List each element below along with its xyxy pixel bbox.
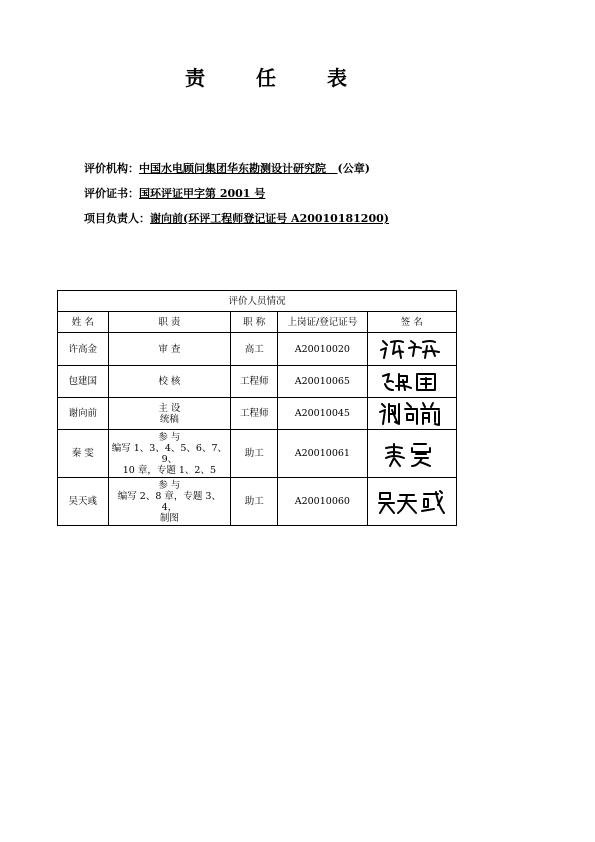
org-label: 评价机构：: [84, 162, 139, 175]
header-signature: 签 名: [367, 312, 456, 333]
handwritten-signature: [379, 370, 445, 394]
header-name: 姓 名: [58, 312, 109, 333]
person-duty: 校 核: [108, 366, 231, 398]
person-duty: 参 与 编写 2、8 章，专题 3、4， 制图: [108, 478, 231, 526]
header-cert: 上岗证/登记证号: [278, 312, 367, 333]
cert-value: 国环评证甲字第 2001 号: [139, 187, 266, 200]
staff-table: [57, 290, 457, 526]
person-cert: A20010045: [278, 398, 367, 430]
signature-cell: [367, 398, 456, 430]
signature-cell: [367, 333, 456, 366]
evaluation-org-line: [84, 162, 370, 176]
person-title: 高工: [231, 333, 278, 366]
person-cert: A20010060: [278, 478, 367, 526]
person-name: 吴天彧: [58, 478, 109, 526]
handwritten-signature: [382, 440, 442, 468]
person-name: 包建国: [58, 366, 109, 398]
header-duty: 职 责: [108, 312, 231, 333]
signature-cell: [367, 430, 456, 478]
table-row: [58, 478, 457, 526]
person-title: 助工: [231, 478, 278, 526]
table-header-row: [58, 312, 457, 333]
table-caption: 评价人员情况: [58, 291, 457, 312]
table-row: [58, 398, 457, 430]
table-row: [58, 430, 457, 478]
person-title: 工程师: [231, 366, 278, 398]
signature-cell: [367, 366, 456, 398]
person-duty: 参 与 编写 1、3、4、5、6、7、9、 10 章，专题 1、2、5: [108, 430, 231, 478]
person-cert: A20010061: [278, 430, 367, 478]
table-row: [58, 366, 457, 398]
handwritten-signature: [377, 336, 447, 362]
leader-label: 项目负责人：: [84, 212, 150, 225]
person-cert: A20010020: [278, 333, 367, 366]
signature-cell: [367, 478, 456, 526]
header-title: 职 称: [231, 312, 278, 333]
table-row: [58, 333, 457, 366]
person-duty: 审 查: [108, 333, 231, 366]
person-name: 秦 雯: [58, 430, 109, 478]
org-value: 中国水电顾问集团华东勘测设计研究院: [139, 162, 326, 175]
person-title: 助工: [231, 430, 278, 478]
org-suffix: (公章): [337, 162, 370, 175]
page-title: 责 任 表: [185, 66, 369, 90]
person-duty: 主 设 统稿: [108, 398, 231, 430]
person-name: 谢向前: [58, 398, 109, 430]
person-name: 许高金: [58, 333, 109, 366]
handwritten-signature: [377, 400, 447, 428]
person-cert: A20010065: [278, 366, 367, 398]
cert-label: 评价证书：: [84, 187, 139, 200]
person-title: 工程师: [231, 398, 278, 430]
handwritten-signature: [376, 489, 448, 515]
certificate-line: [84, 187, 265, 201]
project-leader-line: [84, 212, 389, 226]
leader-value: 谢向前(环评工程师登记证号 A20010181200): [150, 212, 389, 225]
